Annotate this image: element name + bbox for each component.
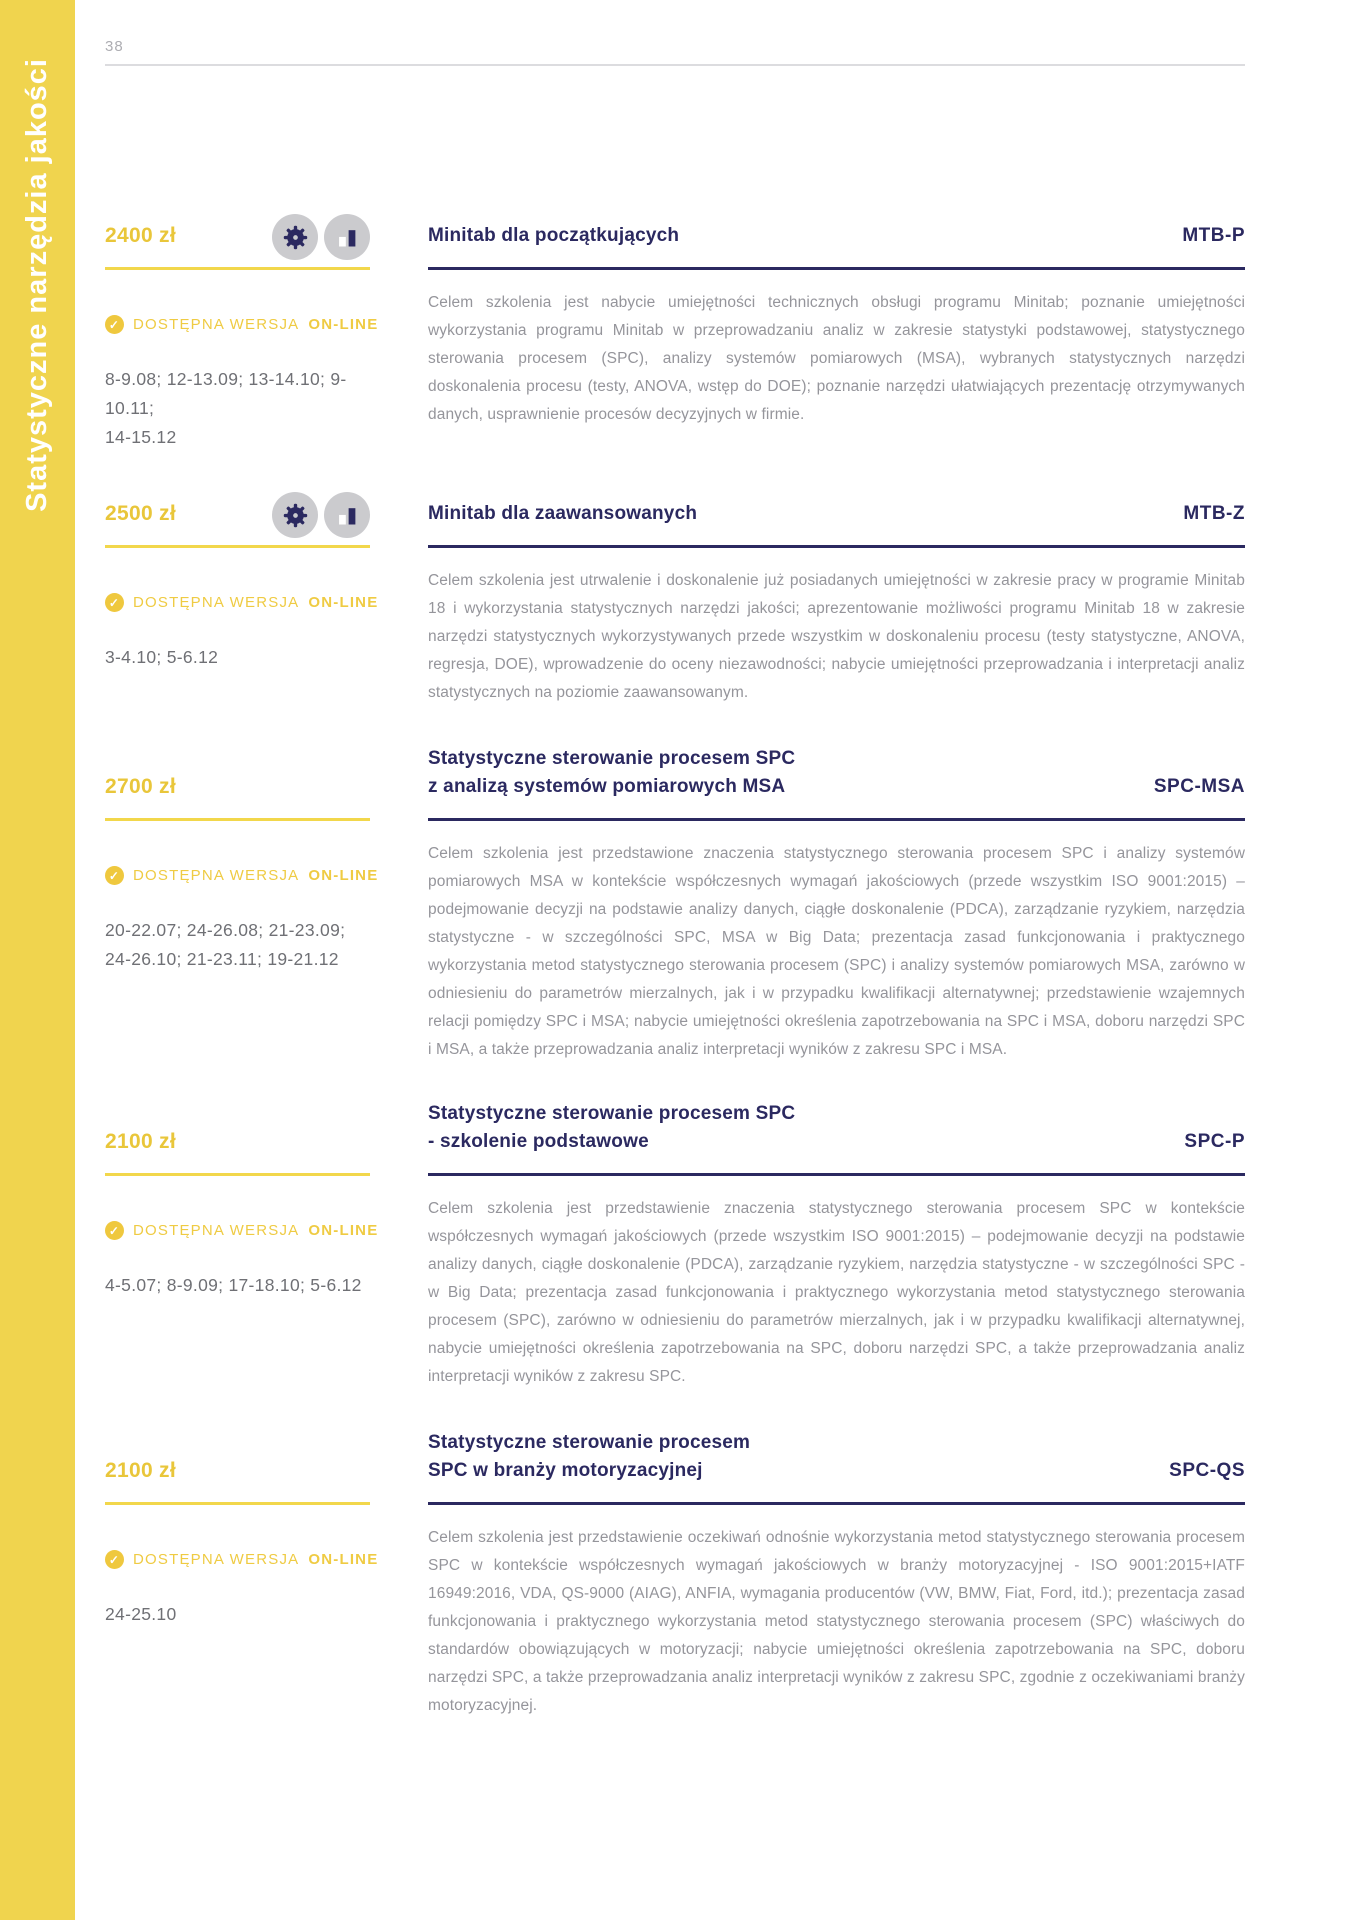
price-underline [105, 545, 370, 548]
course-title-line: Minitab dla początkujących [428, 225, 680, 246]
check-icon: ✓ [105, 866, 124, 885]
dates-line: 24-25.10 [105, 1604, 177, 1624]
check-icon: ✓ [105, 1221, 124, 1240]
course-title [428, 745, 795, 801]
course-code: SPC-P [1184, 1131, 1245, 1152]
page-number: 38 [105, 38, 124, 55]
online-availability [105, 866, 379, 885]
online-label: DOSTĘPNA WERSJA [133, 1222, 300, 1239]
course-dates [105, 1600, 370, 1629]
catalog-page [105, 0, 1245, 1720]
course-section-spc-qs [105, 1425, 1245, 1720]
dates-line: 14-15.12 [105, 427, 177, 447]
online-label-bold: ON-LINE [308, 1222, 379, 1239]
online-label-bold: ON-LINE [308, 867, 379, 884]
course-section-spc-msa [105, 741, 1245, 1064]
course-dates [105, 365, 370, 452]
gear-icon [272, 214, 318, 260]
course-dates [105, 1271, 370, 1300]
course-description: Celem szkolenia jest przedstawienie znaczenia statystycznego sterowania procesem SPC w kontekście współczesnych wymagań jakościowych (przede wszystkim ISO 9001:2015) – podejmowanie decyzji na podstawie analizy danych, ciągłe doskonalenie (PDCA), zarządzanie ryzykiem, narzędzia statystyczne - w szczególności SPC - w Big Data; prezentacja zasad funkcjonowania i praktycznego wykorzystania metod statystycznego sterowania procesem (SPC), zarówno w odniesieniu do parametrów mierzalnych, jak i w przypadku kwalifikacji alternatywnej, nabycie umiejętności określenia zapotrzebowania na SPC, doboru narzędzi SPC, a także przeprowadzania analiz interpretacji wyników z zakresu SPC. [428, 1200, 1245, 1385]
course-title-line: Statystyczne sterowanie procesem SPC [428, 748, 796, 769]
price-underline [105, 267, 370, 270]
online-availability [105, 593, 379, 612]
course-section-mtb-z [105, 496, 1245, 707]
course-price: 2500 zł [105, 502, 176, 525]
course-title-line: Minitab dla zaawansowanych [428, 503, 698, 524]
check-icon: ✓ [105, 315, 124, 334]
title-underline [428, 1173, 1245, 1176]
online-availability [105, 1221, 379, 1240]
category-label: Statystyczne narzędzia jakości [21, 58, 53, 512]
course-title-line: SPC w branży motoryzacyjnej [428, 1460, 703, 1481]
title-underline [428, 267, 1245, 270]
title-underline [428, 818, 1245, 821]
online-label: DOSTĘPNA WERSJA [133, 594, 300, 611]
category-sidebar [0, 0, 75, 1920]
course-description: Celem szkolenia jest przedstawienie oczekiwań odnośnie wykorzystania metod statystycznego sterowania procesem SPC w kontekście współczesnych wymagań jakościowych w branży motoryzacyjnej - ISO 9001:2015+IATF 16949:2016, VDA, QS-9000 (AIAG), ANFIA, wymagania producentów (VW, BMW, Fiat, Ford, itd.); prezentacja zasad funkcjonowania i praktycznego wykorzystania metod statystycznego sterowania procesem (SPC) właściwych do standardów obowiązujących w motoryzacji; nabycie umiejętności określenia zapotrzebowania na SPC, doboru narzędzi SPC, a także przeprowadzania analiz interpretacji wyników z zakresu SPC, zgodnie z oczekiwaniami branży motoryzacyjnej. [428, 1529, 1245, 1714]
course-meta-column [105, 496, 379, 707]
course-title-line: Statystyczne sterowanie procesem [428, 1432, 751, 1453]
course-title-line: Statystyczne sterowanie procesem SPC [428, 1103, 796, 1124]
price-underline [105, 818, 370, 821]
course-detail-column [428, 496, 1245, 707]
course-title-line: z analizą systemów pomiarowych MSA [428, 776, 786, 797]
course-icons [272, 214, 370, 260]
course-title [428, 222, 679, 250]
course-title-line: - szkolenie podstawowe [428, 1131, 649, 1152]
title-underline [428, 545, 1245, 548]
online-label-bold: ON-LINE [308, 316, 379, 333]
online-label: DOSTĘPNA WERSJA [133, 867, 300, 884]
check-icon: ✓ [105, 593, 124, 612]
check-icon: ✓ [105, 1550, 124, 1569]
course-price: 2100 zł [105, 1459, 176, 1482]
course-meta-column [105, 1425, 379, 1720]
course-code: SPC-MSA [1153, 776, 1245, 797]
price-underline [105, 1173, 370, 1176]
course-detail-column [428, 218, 1245, 452]
online-availability [105, 315, 379, 334]
course-section-mtb-p [105, 218, 1245, 452]
course-description: Celem szkolenia jest przedstawione znaczenia statystycznego sterowania procesem SPC i analizy systemów pomiarowych MSA w kontekście współczesnych wymagań jakościowych (przede wszystkim ISO 9001:2015) – podejmowanie decyzji na podstawie analizy danych, ciągłe doskonalenie (PDCA), zarządzanie ryzykiem, narzędzia statystyczne - w szczególności SPC, MSA w Big Data; prezentacja zasad funkcjonowania i praktycznego wykorzystania metod statystycznego sterowania procesem (SPC) i analizy systemów pomiarowych MSA, zarówno w odniesieniu do parametrów mierzalnych, jak i w przypadku kwalifikacji alternatywnej; przedstawienie wzajemnych relacji pomiędzy SPC i MSA; nabycie umiejętności określenia zapotrzebowania na SPC i MSA, doboru narzędzi SPC i MSA, a także przeprowadzania analiz interpretacji wyników z zakresu SPC i MSA. [428, 845, 1245, 1058]
bar-chart-icon [324, 214, 370, 260]
course-detail-column [428, 1096, 1245, 1391]
course-meta-column [105, 1096, 379, 1391]
course-section-spc-p [105, 1096, 1245, 1391]
online-label: DOSTĘPNA WERSJA [133, 316, 300, 333]
course-dates [105, 916, 370, 974]
course-meta-column [105, 741, 379, 1064]
online-label: DOSTĘPNA WERSJA [133, 1551, 300, 1568]
course-code: SPC-QS [1169, 1460, 1245, 1481]
course-description: Celem szkolenia jest utrwalenie i doskonalenie już posiadanych umiejętności w zakresie pracy w programie Minitab 18 i wykorzystania statystycznych narzędzi jakości; aprezentowanie możliwości programu Minitab 18 w zakresie narzędzi statystycznych wykorzystywanych przede wszystkim w doskonaleniu procesu (testy statystyczne, ANOVA, regresja, DOE), wprowadzenie do oceny niezawodności; nabycie umiejętności przeprowadzania i interpretacji analiz statystycznych na poziomie zaawansowanym. [428, 572, 1245, 701]
online-availability [105, 1550, 379, 1569]
course-icons [272, 492, 370, 538]
dates-line: 8-9.08; 12-13.09; 13-14.10; 9-10.11; [105, 369, 347, 418]
course-title [428, 500, 697, 528]
course-description: Celem szkolenia jest nabycie umiejętności technicznych obsługi programu Minitab; poznanie umiejętności wykorzystania programu Minitab w przeprowadzaniu analiz w zakresie statystyki podstawowej, statystycznego sterowania procesem (SPC), analizy systemów pomiarowych (MSA), wybranych statystycznych narzędzi doskonalenia procesu (testy, ANOVA, wstęp do DOE); poznanie narzędzi ułatwiających prezentację otrzymywanych danych, usprawnienie procesów decyzyjnych w firmie. [428, 294, 1245, 423]
course-meta-column [105, 218, 379, 452]
course-code: MTB-Z [1183, 503, 1245, 524]
price-underline [105, 1502, 370, 1505]
dates-line: 4-5.07; 8-9.09; 17-18.10; 5-6.12 [105, 1275, 362, 1295]
course-detail-column [428, 1425, 1245, 1720]
course-dates [105, 643, 370, 672]
title-underline [428, 1502, 1245, 1505]
course-title [428, 1100, 795, 1156]
dates-line: 24-26.10; 21-23.11; 19-21.12 [105, 949, 339, 969]
course-price: 2400 zł [105, 224, 176, 247]
bar-chart-icon [324, 492, 370, 538]
online-label-bold: ON-LINE [308, 1551, 379, 1568]
page-header [105, 0, 1245, 66]
course-detail-column [428, 741, 1245, 1064]
course-title [428, 1429, 750, 1485]
course-price: 2700 zł [105, 775, 176, 798]
online-label-bold: ON-LINE [308, 594, 379, 611]
course-price: 2100 zł [105, 1130, 176, 1153]
course-code: MTB-P [1182, 225, 1245, 246]
header-divider [105, 64, 1245, 66]
dates-line: 20-22.07; 24-26.08; 21-23.09; [105, 920, 346, 940]
dates-line: 3-4.10; 5-6.12 [105, 647, 219, 667]
gear-icon [272, 492, 318, 538]
